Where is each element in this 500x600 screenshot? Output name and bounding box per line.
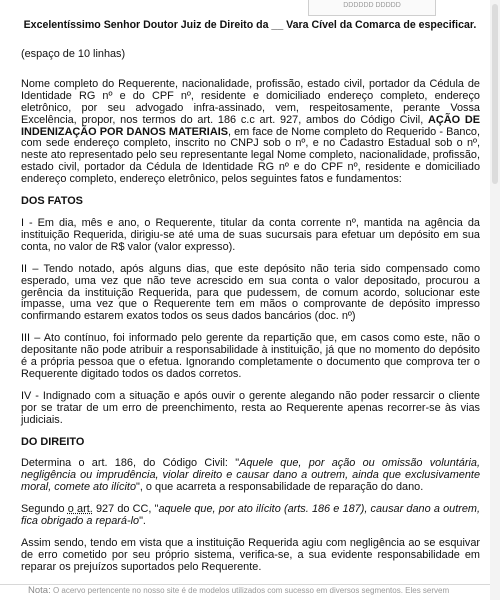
article-link[interactable]: o art. [67, 503, 93, 516]
direito-p1-start: Determina o art. 186, do Código Civil: " [21, 457, 240, 470]
fatos-paragraph-1: I - Em dia, mês e ano, o Requerente, titular da conta corrente nº, mantida na agência da instituição Requerida, dirigiu-se até uma de suas sucursais para efetuar um depósito em sua conta, no valor de R$ valor (valor expresso). [21, 216, 480, 253]
fatos-paragraph-2-text: II – Tendo notado, após alguns dias, que este depósito não teria sido compensado como esperado, uma vez que não teve acrescido em sua conta o valor depositado, procurou a gerência da instituição Requerida, para que pudessem, de comum acordo, solucionar este impasse, uma vez que o Requerente tem em mãos o comprovante de depósito impresso confirmando estarem exatos todos os seus dados bancários (doc. nº [21, 262, 480, 323]
direito-p2-end: ". [139, 515, 146, 528]
space-note: (espaço de 10 linhas) [21, 48, 126, 60]
direito-p2-b: 927 do CC, " [92, 503, 159, 516]
fatos-paragraph-4: IV - Indignado com a situação e após ouvir o gerente alegando não poder ressarcir o cliente por se tratar de um erro de preenchimento, resta ao Requerente apenas recorrer-se às vias judiciais. [21, 389, 480, 426]
intro-text: Nome completo do Requerente, nacionalidade, profissão, estado civil, portador da Cédula de Identidade RG nº e do CPF nº, residente e domiciliado endereço completo, endereço eletrônico, por seu advogado infra-assinado, vem, respeitosamente, perante Vossa Excelência, propor, nos termos do art. 186 c.c art. 927, ambos do Código Civil, [21, 77, 480, 126]
section-heading-fatos: DOS FATOS [21, 195, 83, 208]
fatos-paragraph-3: III – Ato contínuo, foi informado pelo gerente da repartição que, em casos como este, não o depositante não pode atribuir a responsabilidade à instituição, já que no momento do depósito é a própria pessoa que o efetua. Ignorando completamente o documento que comprova ter o Requerente digitado todos os dados corretos. [21, 332, 480, 380]
doc-ref-link[interactable]: ) [351, 310, 356, 323]
direito-paragraph-3: Assim sendo, tendo em vista que a instituição Requerida agiu com negligência ao se esquivar de erro cometido por seu próprio sistema, verifica-se, a sua evidente responsabilidade em reparar os prejuízos suportados pelo Requerente. [21, 537, 480, 573]
direito-p2-a: Segundo [21, 503, 68, 516]
footer-note-text: O acervo pertencente no nosso site é de modelos utilizados com sucesso em diversos segmentos. Eles servem [52, 586, 450, 595]
intro-text-rest: , em face de Nome completo do Requerido - Banco, com sede endereço completo, inscrito no CNPJ sob o nº, e no Cadastro Estadual sob o nº, neste ato representado pelo seu representante legal Nome completo, nacionalidade, profissão, estado civil, portador da Cédula de Identidade RG nº e do CPF nº, residente e domiciliado endereço completo, endereço eletrônico, pelos seguintes fatos e fundamentos: [21, 125, 480, 186]
top-search-box[interactable]: DDDDDD DDDDD [308, 0, 436, 16]
direito-p1-end: ", o que acarreta a responsabilidade de reparação do dano. [136, 481, 424, 494]
footer-note [28, 584, 498, 600]
direito-p2-quote: aquele que, por ato ilícito (arts. 186 e 187), causar dano a outrem, fica obrigado a repará-lo [21, 503, 480, 528]
action-title: AÇÃO DE INDENIZAÇÃO POR DANOS MATERIAIS [21, 113, 480, 138]
direito-paragraph-1 [21, 458, 480, 494]
section-heading-direito: DO DIREITO [21, 435, 85, 448]
direito-p1-quote: Aquele que, por ação ou omissão voluntária, negligência ou imprudência, violar direito e causar dano a outrem, ainda que exclusivamente moral, comete ato ilícito [21, 457, 480, 494]
intro-paragraph [21, 79, 480, 186]
footer-note-label: Nota: [28, 585, 51, 596]
direito-paragraph-2 [21, 504, 480, 528]
scrollbar-thumb[interactable] [492, 4, 498, 184]
document-body [21, 49, 480, 584]
fatos-paragraph-2 [21, 264, 480, 324]
document-title: Excelentíssimo Senhor Doutor Juiz de Direito da __ Vara Cível da Comarca de especificar. [23, 19, 477, 31]
